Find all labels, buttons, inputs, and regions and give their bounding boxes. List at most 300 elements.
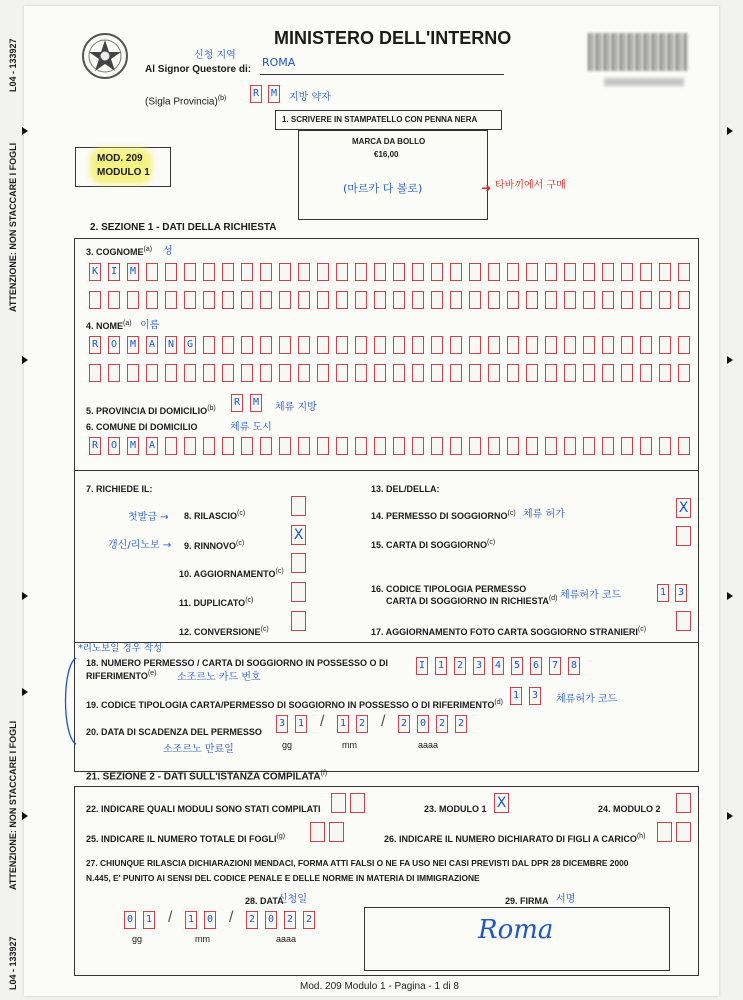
letter-box[interactable] xyxy=(450,291,462,309)
value-char: 7 xyxy=(551,660,559,671)
permesso-mark: X xyxy=(678,500,689,516)
letter-box[interactable] xyxy=(488,263,500,281)
letter-box[interactable] xyxy=(298,364,310,382)
section1-title: 2. SEZIONE 1 - DATI DELLA RICHIESTA xyxy=(90,222,277,233)
letter-box[interactable] xyxy=(241,291,253,309)
letter-box[interactable] xyxy=(241,336,253,354)
nome-letter: M xyxy=(129,339,137,350)
letter-box[interactable] xyxy=(469,291,481,309)
rilascio-checkbox[interactable] xyxy=(291,496,306,516)
tabacchi-arrow: ➜ xyxy=(481,181,492,195)
barcode xyxy=(588,33,688,71)
letter-box[interactable] xyxy=(659,437,671,455)
letter-box[interactable] xyxy=(469,263,481,281)
letter-box[interactable] xyxy=(317,364,329,382)
value-char: 2 xyxy=(248,914,256,925)
value-char: 1 xyxy=(339,718,347,729)
value-char: 4 xyxy=(494,660,502,671)
mod-number: MOD. 209 xyxy=(97,153,143,164)
letter-box[interactable] xyxy=(545,291,557,309)
side-form-code-top: L04 - 133927 xyxy=(8,38,18,92)
letter-box[interactable] xyxy=(583,263,595,281)
letter-box[interactable] xyxy=(678,336,690,354)
letter-box[interactable] xyxy=(640,437,652,455)
carta-checkbox[interactable] xyxy=(676,526,691,546)
margin-marker xyxy=(727,356,733,364)
letter-box[interactable] xyxy=(203,291,215,309)
letter-box[interactable] xyxy=(317,291,329,309)
letter-box[interactable] xyxy=(526,364,538,382)
provincia-label: 5. PROVINCIA DI DOMICILIO$^{(b)}$ xyxy=(86,405,216,416)
f22-label: 22. INDICARE QUALI MODULI SONO STATI COMPILATI xyxy=(86,804,321,814)
province-label: (Sigla Provincia)$^{(b)}$ xyxy=(145,95,227,108)
letter-box[interactable] xyxy=(659,263,671,281)
letter-box[interactable] xyxy=(488,437,500,455)
letter-box[interactable] xyxy=(602,437,614,455)
f19-digit: 3 xyxy=(531,690,539,701)
richiede-label: 7. RICHIEDE IL: xyxy=(86,484,153,494)
margin-marker xyxy=(727,592,733,600)
value-char: 5 xyxy=(513,660,521,671)
f29-label: 29. FIRMA xyxy=(505,896,549,906)
letter-box[interactable] xyxy=(450,263,462,281)
modulo2-checkbox[interactable] xyxy=(676,793,691,813)
letter-box[interactable] xyxy=(583,364,595,382)
letter-box[interactable] xyxy=(279,263,291,281)
letter-box[interactable] xyxy=(260,364,272,382)
provincia-letter: M xyxy=(252,397,260,408)
letter-box[interactable] xyxy=(184,437,196,455)
letter-box[interactable] xyxy=(241,263,253,281)
letter-box[interactable] xyxy=(640,336,652,354)
questore-underline xyxy=(260,74,504,75)
letter-box[interactable] xyxy=(298,437,310,455)
stamp-title: MARCA DA BOLLO xyxy=(352,137,426,146)
letter-box[interactable] xyxy=(89,291,101,309)
letter-box[interactable] xyxy=(336,336,348,354)
questore-note: 신청 지역 xyxy=(194,50,236,61)
letter-box[interactable] xyxy=(450,437,462,455)
f22-box[interactable] xyxy=(331,793,346,813)
letter-box[interactable] xyxy=(412,263,424,281)
letter-box[interactable] xyxy=(678,437,690,455)
letter-box[interactable] xyxy=(583,336,595,354)
letter-box[interactable] xyxy=(336,437,348,455)
opt16-digit: 3 xyxy=(677,587,685,598)
cognome-letter: K xyxy=(91,266,99,277)
letter-box[interactable] xyxy=(412,364,424,382)
f18-label-2: RIFERIMENTO$^{(e)}$ xyxy=(86,670,157,681)
letter-box[interactable] xyxy=(241,364,253,382)
letter-box[interactable] xyxy=(184,364,196,382)
letter-box[interactable] xyxy=(488,336,500,354)
comune-label: 6. COMUNE DI DOMICILIO xyxy=(86,422,198,432)
letter-box[interactable] xyxy=(393,437,405,455)
value-char: 6 xyxy=(532,660,540,671)
letter-box[interactable] xyxy=(393,336,405,354)
f19-digit: 1 xyxy=(512,690,520,701)
letter-box[interactable] xyxy=(279,437,291,455)
opt9-label: 9. RINNOVO$^{(c)}$ xyxy=(184,540,245,551)
letter-box[interactable] xyxy=(146,291,158,309)
letter-box[interactable] xyxy=(108,364,120,382)
comune-letter: O xyxy=(110,440,118,451)
letter-box[interactable] xyxy=(393,291,405,309)
f24-label: 24. MODULO 2 xyxy=(598,804,661,814)
letter-box[interactable] xyxy=(450,364,462,382)
letter-box[interactable] xyxy=(260,263,272,281)
province-letter: M xyxy=(270,88,278,99)
letter-box[interactable] xyxy=(602,263,614,281)
modulo1-mark: X xyxy=(496,795,507,811)
letter-box[interactable] xyxy=(184,263,196,281)
nome-note: 이름 xyxy=(140,320,160,331)
province-note: 지방 약자 xyxy=(289,92,331,103)
value-char: 1 xyxy=(437,660,445,671)
letter-box[interactable] xyxy=(336,291,348,309)
letter-box[interactable] xyxy=(621,263,633,281)
opt11-label: 11. DUPLICATO$^{(c)}$ xyxy=(179,597,254,608)
cognome-letter: I xyxy=(110,266,118,277)
letter-box[interactable] xyxy=(602,336,614,354)
opt14-label: 14. PERMESSO DI SOGGIORNO$^{(c)}$ xyxy=(371,510,516,521)
del-label: 13. DEL/DELLA: xyxy=(371,484,440,494)
letter-box[interactable] xyxy=(298,336,310,354)
letter-box[interactable] xyxy=(621,437,633,455)
f20-note: 소조르노 만료일 xyxy=(163,744,234,755)
f18-note: 소조르노 카드 번호 xyxy=(177,672,261,683)
letter-box[interactable] xyxy=(298,263,310,281)
margin-marker xyxy=(22,356,28,364)
letter-box[interactable] xyxy=(222,336,234,354)
f27-line-1: 27. CHIUNQUE RILASCIA DICHIARAZIONI MENDACI, FORMA ATTI FALSI O NE FA USO NEI CASI PREVISTI DAL DPR 28 DICEMBRE 2000 xyxy=(86,858,629,868)
f22-box[interactable] xyxy=(350,793,365,813)
value-char: 3 xyxy=(475,660,483,671)
f28-aaaa: aaaa xyxy=(276,934,297,944)
nome-letter: A xyxy=(148,339,156,350)
opt16-label-1: 16. CODICE TIPOLOGIA PERMESSO xyxy=(371,584,527,594)
letter-box[interactable] xyxy=(507,364,519,382)
bracket-mark xyxy=(60,656,80,746)
letter-box[interactable] xyxy=(469,336,481,354)
letter-box[interactable] xyxy=(374,437,386,455)
nome-letter: R xyxy=(91,339,99,350)
side-warning-top: ATTENZIONE: NON STACCARE I FOGLI xyxy=(8,142,18,312)
value-char: 2 xyxy=(438,718,446,729)
comune-note: 체류 도시 xyxy=(230,422,272,433)
letter-box[interactable] xyxy=(241,437,253,455)
f28-label: 28. DATA xyxy=(245,896,284,906)
letter-box[interactable] xyxy=(526,336,538,354)
f26-box[interactable] xyxy=(657,822,672,842)
letter-box[interactable] xyxy=(355,336,367,354)
section1-divider xyxy=(74,642,698,643)
f20-label: 20. DATA DI SCADENZA DEL PERMESSO xyxy=(86,727,262,737)
rinnovo-mark: X xyxy=(293,527,304,543)
letter-box[interactable] xyxy=(545,263,557,281)
letter-box[interactable] xyxy=(317,336,329,354)
letter-box[interactable] xyxy=(203,437,215,455)
value-char: 0 xyxy=(267,914,275,925)
emblem-icon xyxy=(78,28,132,84)
opt14-note: 체류 허가 xyxy=(523,509,565,520)
value-char: 2 xyxy=(286,914,294,925)
date-separator: / xyxy=(168,909,173,926)
letter-box[interactable] xyxy=(526,291,538,309)
opt16-digit: 1 xyxy=(659,587,667,598)
letter-box[interactable] xyxy=(583,291,595,309)
letter-box[interactable] xyxy=(621,336,633,354)
letter-box[interactable] xyxy=(564,291,576,309)
letter-box[interactable] xyxy=(203,364,215,382)
margin-marker xyxy=(22,688,28,696)
f26-label: 26. INDICARE IL NUMERO DICHIARATO DI FIGLI A CARICO$^{(h)}$ xyxy=(384,833,646,844)
renew-note: 갱신/리노보 → xyxy=(108,540,172,551)
letter-box[interactable] xyxy=(336,364,348,382)
duplicato-checkbox[interactable] xyxy=(291,582,306,602)
f20-aaaa: aaaa xyxy=(418,740,439,750)
letter-box[interactable] xyxy=(678,291,690,309)
conversione-checkbox[interactable] xyxy=(291,611,306,631)
letter-box[interactable] xyxy=(222,364,234,382)
letter-box[interactable] xyxy=(184,291,196,309)
letter-box[interactable] xyxy=(317,437,329,455)
letter-box[interactable] xyxy=(260,336,272,354)
ministry-title: MINISTERO DELL'INTERNO xyxy=(274,28,512,48)
letter-box[interactable] xyxy=(374,364,386,382)
value-char: 8 xyxy=(570,660,578,671)
letter-box[interactable] xyxy=(355,263,367,281)
letter-box[interactable] xyxy=(488,364,500,382)
side-warning-bottom: ATTENZIONE: NON STACCARE I FOGLI xyxy=(8,720,18,890)
f28-gg: gg xyxy=(132,934,143,944)
f27-line-2: N.445, E' PUNITO AI SENSI DEL CODICE PENALE E DELLE NORME IN MATERIA DI IMMIGRAZIONE xyxy=(86,873,480,883)
f19-note: 체류허가 코드 xyxy=(556,694,618,705)
letter-box[interactable] xyxy=(260,437,272,455)
letter-box[interactable] xyxy=(374,263,386,281)
value-char: 1 xyxy=(187,914,195,925)
opt16-note: 체류허가 코드 xyxy=(560,590,622,601)
margin-marker xyxy=(727,127,733,135)
nome-letter: N xyxy=(167,339,175,350)
barcode-number xyxy=(604,78,684,86)
letter-box[interactable] xyxy=(146,263,158,281)
first-issue-note: 첫발급 → xyxy=(128,512,169,523)
letter-box[interactable] xyxy=(89,364,101,382)
opt12-label: 12. CONVERSIONE$^{(c)}$ xyxy=(179,626,269,637)
letter-box[interactable] xyxy=(108,291,120,309)
value-char: 2 xyxy=(457,718,465,729)
letter-box[interactable] xyxy=(355,364,367,382)
letter-box[interactable] xyxy=(165,364,177,382)
cognome-letter: M xyxy=(129,266,137,277)
letter-box[interactable] xyxy=(431,364,443,382)
value-char: 2 xyxy=(400,718,408,729)
letter-box[interactable] xyxy=(545,336,557,354)
letter-box[interactable] xyxy=(279,336,291,354)
f23-label: 23. MODULO 1 xyxy=(424,804,487,814)
value-char: 3 xyxy=(278,718,286,729)
stamp-note: (마르카 다 볼로) xyxy=(343,182,423,195)
letter-box[interactable] xyxy=(298,291,310,309)
provincia-note: 체류 지방 xyxy=(275,402,317,413)
letter-box[interactable] xyxy=(526,437,538,455)
instruction-text: 1. SCRIVERE IN STAMPATELLO CON PENNA NERA xyxy=(282,115,478,124)
letter-box[interactable] xyxy=(526,263,538,281)
f25-box[interactable] xyxy=(310,822,325,842)
margin-marker xyxy=(727,812,733,820)
letter-box[interactable] xyxy=(659,336,671,354)
value-char: I xyxy=(418,660,426,671)
letter-box[interactable] xyxy=(488,291,500,309)
value-char: 2 xyxy=(456,660,464,671)
letter-box[interactable] xyxy=(393,263,405,281)
cognome-label: 3. COGNOME$^{(a)}$ xyxy=(86,246,153,257)
letter-box[interactable] xyxy=(640,364,652,382)
f25-label: 25. INDICARE IL NUMERO TOTALE DI FOGLI$^{(g)}$ xyxy=(86,833,286,844)
letter-box[interactable] xyxy=(621,364,633,382)
letter-box[interactable] xyxy=(431,437,443,455)
letter-box[interactable] xyxy=(450,336,462,354)
letter-box[interactable] xyxy=(203,336,215,354)
f20-mm: mm xyxy=(342,740,357,750)
letter-box[interactable] xyxy=(431,336,443,354)
letter-box[interactable] xyxy=(165,263,177,281)
letter-box[interactable] xyxy=(564,437,576,455)
letter-box[interactable] xyxy=(165,291,177,309)
letter-box[interactable] xyxy=(412,336,424,354)
letter-box[interactable] xyxy=(602,364,614,382)
letter-box[interactable] xyxy=(279,364,291,382)
opt17-label: 17. AGGIORNAMENTO FOTO CARTA SOGGIORNO STRANIERI$^{(c)}$ xyxy=(371,626,647,637)
letter-box[interactable] xyxy=(678,364,690,382)
letter-box[interactable] xyxy=(317,263,329,281)
signature: Roma xyxy=(478,915,554,945)
letter-box[interactable] xyxy=(507,437,519,455)
value-char: 1 xyxy=(145,914,153,925)
date-separator: / xyxy=(229,909,234,926)
opt8-label: 8. RILASCIO$^{(c)}$ xyxy=(184,510,246,521)
letter-box[interactable] xyxy=(222,263,234,281)
f26-box[interactable] xyxy=(676,822,691,842)
letter-box[interactable] xyxy=(431,291,443,309)
letter-box[interactable] xyxy=(469,437,481,455)
section2-title: 21. SEZIONE 2 - DATI SULL'ISTANZA COMPILATA$^{(f)}$ xyxy=(86,770,328,783)
letter-box[interactable] xyxy=(640,263,652,281)
letter-box[interactable] xyxy=(659,364,671,382)
letter-box[interactable] xyxy=(545,364,557,382)
letter-box[interactable] xyxy=(412,291,424,309)
letter-box[interactable] xyxy=(431,263,443,281)
letter-box[interactable] xyxy=(583,437,595,455)
letter-box[interactable] xyxy=(640,291,652,309)
comune-letter: A xyxy=(148,440,156,451)
letter-box[interactable] xyxy=(336,263,348,281)
letter-box[interactable] xyxy=(545,437,557,455)
margin-marker xyxy=(22,812,28,820)
letter-box[interactable] xyxy=(374,336,386,354)
letter-box[interactable] xyxy=(165,437,177,455)
value-char: 1 xyxy=(297,718,305,729)
letter-box[interactable] xyxy=(222,291,234,309)
letter-box[interactable] xyxy=(279,291,291,309)
date-separator: / xyxy=(320,713,325,730)
province-letter: R xyxy=(252,88,260,99)
f19-label: 19. CODICE TIPOLOGIA CARTA/PERMESSO DI SOGGIORNO IN POSSESSO O DI RIFERIMENTO$^{(d)}$ xyxy=(86,699,503,710)
letter-box[interactable] xyxy=(469,364,481,382)
nome-letter: G xyxy=(186,339,194,350)
f29-note: 서명 xyxy=(556,894,576,905)
stamp-amount: €16,00 xyxy=(374,150,399,159)
letter-box[interactable] xyxy=(507,263,519,281)
letter-box[interactable] xyxy=(507,336,519,354)
aggiornamento-checkbox[interactable] xyxy=(291,553,306,573)
renew-only-note: *리노보일 경우 작성 xyxy=(78,643,163,654)
page-footer: Mod. 209 Modulo 1 - Pagina - 1 di 8 xyxy=(300,981,459,992)
f18-label-1: 18. NUMERO PERMESSO / CARTA DI SOGGIORNO IN POSSESSO O DI xyxy=(86,658,389,668)
margin-marker xyxy=(22,127,28,135)
mod-modulo: MODULO 1 xyxy=(97,167,150,178)
nome-label: 4. NOME$^{(a)}$ xyxy=(86,320,132,331)
f28-mm: mm xyxy=(195,934,210,944)
letter-box[interactable] xyxy=(355,437,367,455)
letter-box[interactable] xyxy=(564,336,576,354)
opt10-label: 10. AGGIORNAMENTO$^{(c)}$ xyxy=(179,568,284,579)
f25-box[interactable] xyxy=(329,822,344,842)
letter-box[interactable] xyxy=(621,291,633,309)
letter-box[interactable] xyxy=(564,263,576,281)
section1-divider xyxy=(74,470,698,471)
letter-box[interactable] xyxy=(602,291,614,309)
date-separator: / xyxy=(381,713,386,730)
letter-box[interactable] xyxy=(374,291,386,309)
value-char: 0 xyxy=(419,718,427,729)
comune-letter: M xyxy=(129,440,137,451)
f28-note: 신청일 xyxy=(278,894,307,905)
foto-checkbox[interactable] xyxy=(676,611,691,631)
questore-value: ROMA xyxy=(262,56,296,69)
value-char: 0 xyxy=(126,914,134,925)
f20-gg: gg xyxy=(282,740,293,750)
letter-box[interactable] xyxy=(222,437,234,455)
comune-letter: R xyxy=(91,440,99,451)
nome-letter: O xyxy=(110,339,118,350)
letter-box[interactable] xyxy=(412,437,424,455)
opt16-label-2: CARTA DI SOGGIORNO IN RICHIESTA$^{(d)}$ xyxy=(386,595,558,606)
letter-box[interactable] xyxy=(127,291,139,309)
side-form-code-bottom: L04 - 133927 xyxy=(8,936,18,990)
tabacchi-note: 타바끼에서 구매 xyxy=(495,180,566,191)
opt15-label: 15. CARTA DI SOGGIORNO$^{(c)}$ xyxy=(371,539,496,550)
questore-label: Al Signor Questore di: xyxy=(145,64,252,75)
letter-box[interactable] xyxy=(564,364,576,382)
letter-box[interactable] xyxy=(260,291,272,309)
value-char: 0 xyxy=(206,914,214,925)
letter-box[interactable] xyxy=(678,263,690,281)
letter-box[interactable] xyxy=(146,364,158,382)
cognome-note: 성 xyxy=(163,246,173,257)
provincia-letter: R xyxy=(233,397,241,408)
letter-box[interactable] xyxy=(127,364,139,382)
letter-box[interactable] xyxy=(355,291,367,309)
letter-box[interactable] xyxy=(659,291,671,309)
letter-box[interactable] xyxy=(393,364,405,382)
margin-marker xyxy=(22,592,28,600)
letter-box[interactable] xyxy=(507,291,519,309)
value-char: 2 xyxy=(358,718,366,729)
value-char: 2 xyxy=(305,914,313,925)
letter-box[interactable] xyxy=(203,263,215,281)
